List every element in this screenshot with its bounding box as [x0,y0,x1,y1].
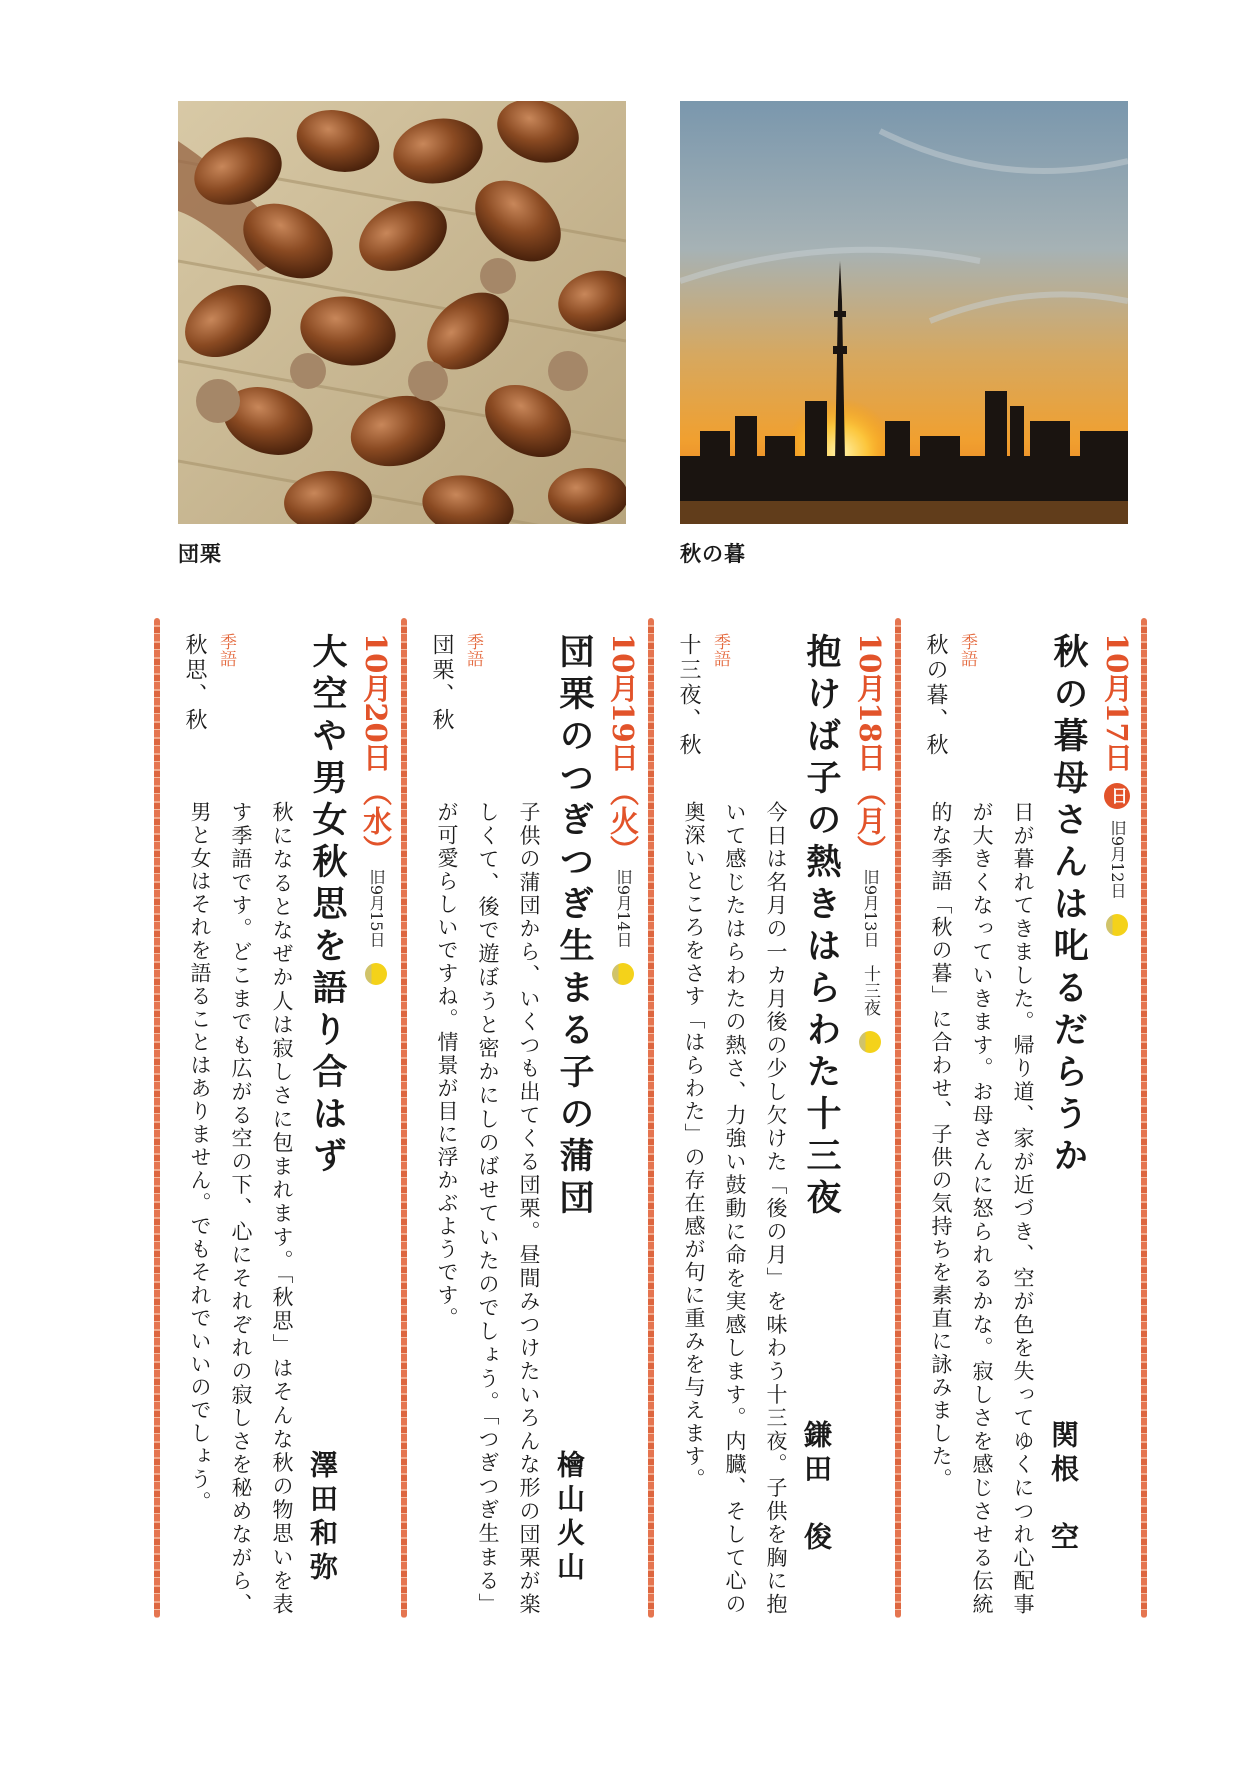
kigo: 十三夜、秋 [676,633,701,758]
weekday-label: 月 [853,805,887,835]
date-block: 10月19日 （火） 旧9月14日 [608,633,637,985]
column-divider [1141,618,1147,1618]
column-divider [401,618,407,1618]
kigo: 団栗、秋 [429,633,454,733]
date-block: 10月20日 （水） 旧9月15日 [361,633,390,985]
entry-date: 10月17日 [1100,633,1134,772]
haiku: 抱けば子の熱きはらわた十三夜 [801,633,842,1221]
commentary: 秋になるとなぜか人は寂しさに包まれます。「秋思」はそんな秋の物思いを表す季語です。どこまでも広がる空の下、心にそれぞれの寂しさを秘めながら、男と女はそれを語ることはありません。でもそれでいいのでしょう。 [188,801,294,1616]
column-divider [154,618,160,1618]
author: 澤田和弥 [306,1450,339,1586]
haiku: 団栗のつぎつぎ生まる子の蒲団 [554,633,595,1221]
column-divider [895,618,901,1618]
date-block [1100,633,1134,936]
date-block: 10月18日 （月） 旧9月13日 十三夜 [855,633,884,1053]
old-calendar-date: 旧9月12日 [1108,819,1127,899]
moon-phase-icon [859,1031,881,1053]
author: 鎌田 俊 [800,1420,833,1556]
commentary: 日が暮れてきました。帰り道、家が近づき、空が色を失ってゆくにつれ心配事が大きくなっていきます。お母さんに怒られるかな。寂しさを感じさせる伝統的な季語「秋の暮」に合わせ、子供の気持ちを素直に詠みました。 [929,801,1035,1617]
moon-phase-icon [1106,914,1128,936]
photo-caption: 団栗 [178,542,222,566]
sunset-tower-photo [680,101,1128,524]
moon-phase-icon [612,963,634,985]
entry-date: 10月20日 [359,633,393,772]
moon-phase-label: 十三夜 [860,964,880,1016]
column-divider [648,618,654,1618]
old-calendar-date: 旧9月14日 [614,868,633,948]
author: 檜山火山 [553,1450,586,1586]
weekday-badge: 日 [1104,783,1130,809]
entry-date: 10月18日 [853,633,887,772]
acorns-photo [178,101,626,524]
kigo-label: 季語 [957,633,977,667]
commentary: 子供の蒲団から、いくつも出てくる団栗。昼間みつけたいろんな形の団栗が楽しくて、後で遊ぼうと密かにしのばせていたのでしょう。「つぎつぎ生まる」が可愛らしいですね。情景が目に浮かぶようです。 [435,801,541,1617]
author: 関根 空 [1047,1420,1080,1556]
kigo: 秋思、秋 [182,633,207,733]
weekday-label: 水 [359,805,393,835]
weekday-label: 火 [606,805,640,835]
photo-caption: 秋の暮 [680,542,746,566]
kigo-label: 季語 [710,633,730,667]
moon-phase-icon [365,963,387,985]
entry-date: 10月19日 [606,633,640,772]
kigo-label: 季語 [216,633,236,667]
commentary: 今日は名月の一カ月後の少し欠けた「後の月」を味わう十三夜。子供を胸に抱いて感じたはらわたの熱さ、力強い鼓動に命を実感します。内臓、そして心の奥深いところをさす「はらわた」の存在感が句に重みを与えます。 [682,801,788,1617]
kigo-label: 季語 [463,633,483,667]
kigo: 秋の暮、秋 [923,633,948,758]
haiku: 大空や男女秋思を語り合はず [307,633,348,1179]
haiku: 秋の暮母さんは叱るだらうか [1048,633,1089,1179]
old-calendar-date: 旧9月13日 [861,868,880,948]
old-calendar-date: 旧9月15日 [367,868,386,948]
